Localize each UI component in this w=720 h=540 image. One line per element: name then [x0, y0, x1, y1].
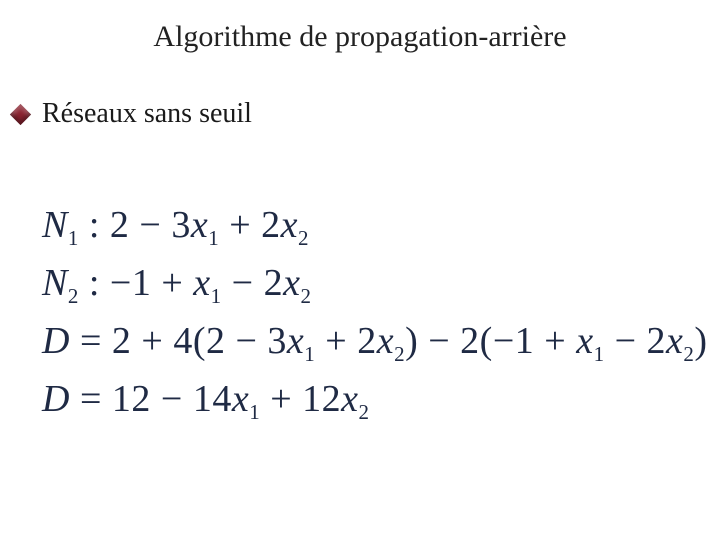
equation-variable: N [42, 204, 68, 246]
equation-subscript: 2 [300, 284, 312, 308]
equation-part: + 2 [219, 204, 281, 246]
equation-subscript: 1 [210, 284, 222, 308]
equation-d1 [42, 312, 708, 370]
equation-variable: N [42, 262, 68, 304]
equation-part: + 12 [260, 378, 342, 420]
equation-part: − 2 [604, 320, 667, 362]
slide-title: Algorithme de propagation-arrière [153, 20, 567, 53]
equation-subscript: 2 [358, 400, 370, 424]
equation-variable: x [576, 320, 594, 362]
equation-subscript: 2 [298, 226, 310, 250]
equation-part: − 2 [221, 262, 284, 304]
equation-variable: x [283, 262, 301, 304]
equation-variable: x [341, 378, 359, 420]
equation-variable: x [376, 320, 395, 362]
equations-block [42, 196, 708, 428]
equation-variable: D [42, 320, 70, 362]
equation-variable: x [666, 320, 684, 362]
equation-subscript: 1 [208, 226, 220, 250]
equation-d2 [42, 370, 708, 428]
equation-subscript: 1 [304, 342, 316, 366]
equation-variable: x [190, 204, 209, 246]
equation-part: + 2 [315, 320, 377, 362]
equation-variable: x [286, 320, 305, 362]
equation-variable: x [280, 204, 299, 246]
equation-subscript: 2 [394, 342, 406, 366]
equation-part: : 2 − 3 [78, 204, 191, 246]
equation-n2 [42, 254, 708, 312]
equation-n1 [42, 196, 708, 254]
equation-variable: x [193, 262, 211, 304]
equation-part: = 12 − 14 [69, 378, 232, 420]
equation-variable: x [231, 378, 250, 420]
bullet-text: Réseaux sans seuil [42, 98, 252, 129]
bullet-item [8, 98, 252, 130]
equation-subscript: 2 [67, 284, 79, 308]
equation-part: : −1 + [78, 262, 194, 304]
equation-subscript: 2 [683, 342, 695, 366]
equation-subscript: 1 [67, 226, 79, 250]
equation-subscript: 1 [593, 342, 605, 366]
equation-part: = 2 + 4(2 − 3 [69, 320, 287, 362]
diamond-bullet-icon [10, 103, 31, 124]
equation-part: ) − 2(−1 + [405, 320, 577, 362]
equation-part: ) [694, 320, 708, 362]
equation-variable: D [42, 378, 70, 420]
equation-subscript: 1 [249, 400, 261, 424]
